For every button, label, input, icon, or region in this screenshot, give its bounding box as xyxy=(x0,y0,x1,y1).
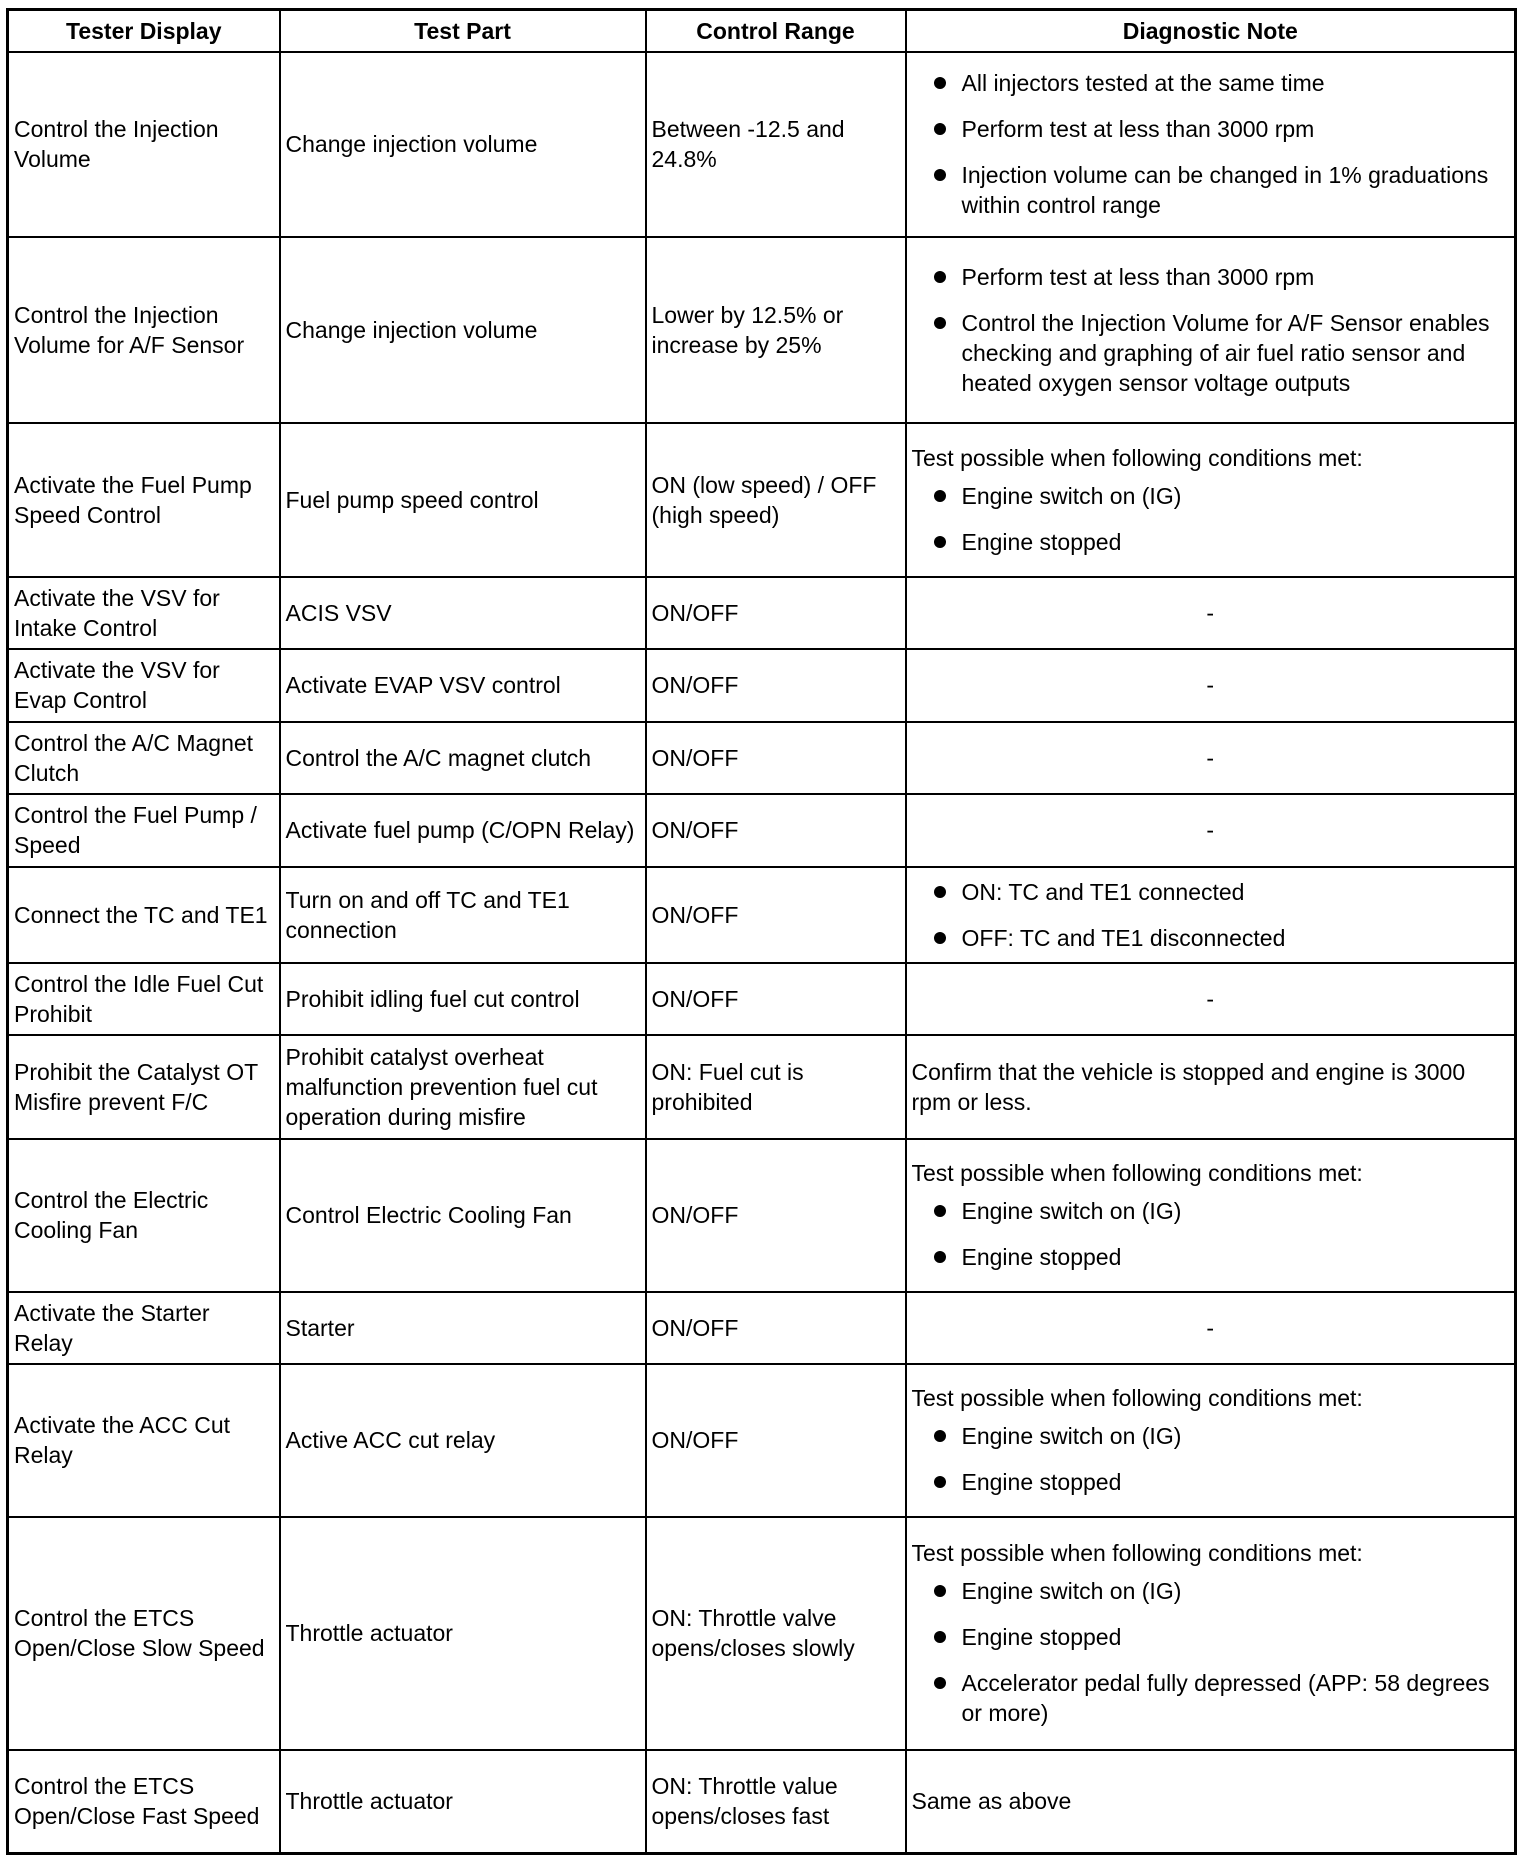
note-bullet: Engine stopped xyxy=(912,1467,1510,1497)
diagnostic-note-cell xyxy=(906,722,1516,794)
table-row xyxy=(8,1035,1516,1139)
diagnostic-note-cell xyxy=(906,1139,1516,1292)
table-row xyxy=(8,867,1516,963)
tester-display-cell: Control the Injection Volume xyxy=(8,52,280,237)
note-bullet-list xyxy=(912,68,1510,220)
note-text: - xyxy=(1206,672,1215,698)
note-bullet-list xyxy=(912,1576,1510,1728)
note-intro: Test possible when following conditions met: xyxy=(911,1160,1363,1186)
diagnostic-note-cell xyxy=(906,1035,1516,1139)
test-part-cell: Fuel pump speed control xyxy=(280,423,646,577)
header-test-part: Test Part xyxy=(280,10,646,52)
table-row xyxy=(8,423,1516,577)
note-bullet: Injection volume can be changed in 1% graduations within control range xyxy=(912,160,1510,220)
control-range-cell: ON: Fuel cut is prohibited xyxy=(646,1035,906,1139)
tester-display-cell: Activate the Starter Relay xyxy=(8,1292,280,1364)
control-range-cell: ON/OFF xyxy=(646,1364,906,1517)
note-bullet-list xyxy=(912,262,1510,398)
note-text: Confirm that the vehicle is stopped and engine is 3000 rpm or less. xyxy=(911,1058,1466,1115)
note-bullet: Perform test at less than 3000 rpm xyxy=(912,114,1510,144)
control-range-cell: ON/OFF xyxy=(646,867,906,963)
control-range-cell: ON/OFF xyxy=(646,649,906,722)
table-row xyxy=(8,1750,1516,1854)
table-row xyxy=(8,649,1516,722)
table-row xyxy=(8,1292,1516,1364)
test-part-cell: ACIS VSV xyxy=(280,577,646,649)
diagnostic-note-cell xyxy=(906,52,1516,237)
tester-display-cell: Prohibit the Catalyst OT Misfire prevent F/C xyxy=(8,1035,280,1139)
test-part-cell: Active ACC cut relay xyxy=(280,1364,646,1517)
note-bullet: Engine switch on (IG) xyxy=(912,1196,1510,1226)
table-row xyxy=(8,963,1516,1035)
test-part-cell: Change injection volume xyxy=(280,237,646,423)
control-range-cell: ON: Throttle value opens/closes fast xyxy=(646,1750,906,1854)
diagnostic-note-cell xyxy=(906,1364,1516,1517)
note-bullet-list xyxy=(912,1421,1510,1497)
tester-display-cell: Activate the VSV for Evap Control xyxy=(8,649,280,722)
diagnostic-note-cell xyxy=(906,237,1516,423)
test-part-cell: Prohibit idling fuel cut control xyxy=(280,963,646,1035)
note-intro: Test possible when following conditions met: xyxy=(911,1385,1363,1411)
header-diagnostic-note: Diagnostic Note xyxy=(906,10,1516,52)
tester-display-cell: Activate the ACC Cut Relay xyxy=(8,1364,280,1517)
note-bullet: Engine switch on (IG) xyxy=(912,481,1510,511)
control-range-cell: ON: Throttle valve opens/closes slowly xyxy=(646,1517,906,1750)
control-range-cell: ON (low speed) / OFF (high speed) xyxy=(646,423,906,577)
note-bullet: Engine switch on (IG) xyxy=(912,1421,1510,1451)
diagnostic-note-cell xyxy=(906,794,1516,867)
tester-display-cell: Control the Injection Volume for A/F Sensor xyxy=(8,237,280,423)
diagnostic-note-cell xyxy=(906,423,1516,577)
control-range-cell: Lower by 12.5% or increase by 25% xyxy=(646,237,906,423)
note-text: - xyxy=(1206,985,1215,1012)
note-text: - xyxy=(1206,744,1215,771)
tester-display-cell: Activate the Fuel Pump Speed Control xyxy=(8,423,280,577)
note-bullet-list xyxy=(912,481,1510,557)
diagnostic-note-cell xyxy=(906,1750,1516,1854)
table-row xyxy=(8,1517,1516,1750)
note-bullet: Perform test at less than 3000 rpm xyxy=(912,262,1510,292)
test-part-cell: Throttle actuator xyxy=(280,1750,646,1854)
note-bullet-list xyxy=(912,877,1510,953)
note-bullet: Engine stopped xyxy=(912,1242,1510,1272)
diagnostic-note-cell xyxy=(906,577,1516,649)
test-part-cell: Turn on and off TC and TE1 connection xyxy=(280,867,646,963)
test-part-cell: Change injection volume xyxy=(280,52,646,237)
tester-display-cell: Connect the TC and TE1 xyxy=(8,867,280,963)
tester-display-cell: Control the ETCS Open/Close Slow Speed xyxy=(8,1517,280,1750)
header-tester-display: Tester Display xyxy=(8,10,280,52)
note-text: - xyxy=(1206,599,1215,626)
table-row xyxy=(8,52,1516,237)
control-range-cell: ON/OFF xyxy=(646,794,906,867)
test-part-cell: Control Electric Cooling Fan xyxy=(280,1139,646,1292)
test-part-cell: Activate fuel pump (C/OPN Relay) xyxy=(280,794,646,867)
note-text: Same as above xyxy=(911,1788,1072,1815)
test-part-cell: Throttle actuator xyxy=(280,1517,646,1750)
control-range-cell: ON/OFF xyxy=(646,1292,906,1364)
diagnostic-table xyxy=(6,8,1517,1855)
note-text: - xyxy=(1206,1314,1215,1341)
table-row xyxy=(8,1139,1516,1292)
note-text: - xyxy=(1206,817,1215,843)
note-bullet: Engine stopped xyxy=(912,1622,1510,1652)
note-bullet: OFF: TC and TE1 disconnected xyxy=(912,923,1510,953)
table-row xyxy=(8,1364,1516,1517)
test-part-cell: Activate EVAP VSV control xyxy=(280,649,646,722)
note-bullet: ON: TC and TE1 connected xyxy=(912,877,1510,907)
note-bullet: Engine stopped xyxy=(912,527,1510,557)
control-range-cell: ON/OFF xyxy=(646,963,906,1035)
tester-display-cell: Activate the VSV for Intake Control xyxy=(8,577,280,649)
control-range-cell: ON/OFF xyxy=(646,1139,906,1292)
control-range-cell: ON/OFF xyxy=(646,577,906,649)
tester-display-cell: Control the Fuel Pump / Speed xyxy=(8,794,280,867)
diagnostic-note-cell xyxy=(906,649,1516,722)
tester-display-cell: Control the A/C Magnet Clutch xyxy=(8,722,280,794)
note-bullet-list xyxy=(912,1196,1510,1272)
table-row xyxy=(8,577,1516,649)
header-control-range: Control Range xyxy=(646,10,906,52)
header-row xyxy=(8,10,1516,52)
note-bullet: Accelerator pedal fully depressed (APP: 58 degrees or more) xyxy=(912,1668,1510,1728)
test-part-cell: Starter xyxy=(280,1292,646,1364)
diagnostic-note-cell xyxy=(906,867,1516,963)
diagnostic-note-cell xyxy=(906,1292,1516,1364)
tester-display-cell: Control the Electric Cooling Fan xyxy=(8,1139,280,1292)
note-intro: Test possible when following conditions met: xyxy=(911,1540,1363,1566)
table-row xyxy=(8,794,1516,867)
tester-display-cell: Control the ETCS Open/Close Fast Speed xyxy=(8,1750,280,1854)
control-range-cell: Between -12.5 and 24.8% xyxy=(646,52,906,237)
tester-display-cell: Control the Idle Fuel Cut Prohibit xyxy=(8,963,280,1035)
note-intro: Test possible when following conditions met: xyxy=(911,444,1363,471)
test-part-cell: Prohibit catalyst overheat malfunction prevention fuel cut operation during misfire xyxy=(280,1035,646,1139)
control-range-cell: ON/OFF xyxy=(646,722,906,794)
test-part-cell: Control the A/C magnet clutch xyxy=(280,722,646,794)
note-bullet: All injectors tested at the same time xyxy=(912,68,1510,98)
note-bullet: Control the Injection Volume for A/F Sensor enables checking and graphing of air fuel ratio sensor and heated oxygen sensor voltage outputs xyxy=(912,308,1510,398)
diagnostic-note-cell xyxy=(906,1517,1516,1750)
table-row xyxy=(8,237,1516,423)
diagnostic-note-cell xyxy=(906,963,1516,1035)
note-bullet: Engine switch on (IG) xyxy=(912,1576,1510,1606)
table-row xyxy=(8,722,1516,794)
